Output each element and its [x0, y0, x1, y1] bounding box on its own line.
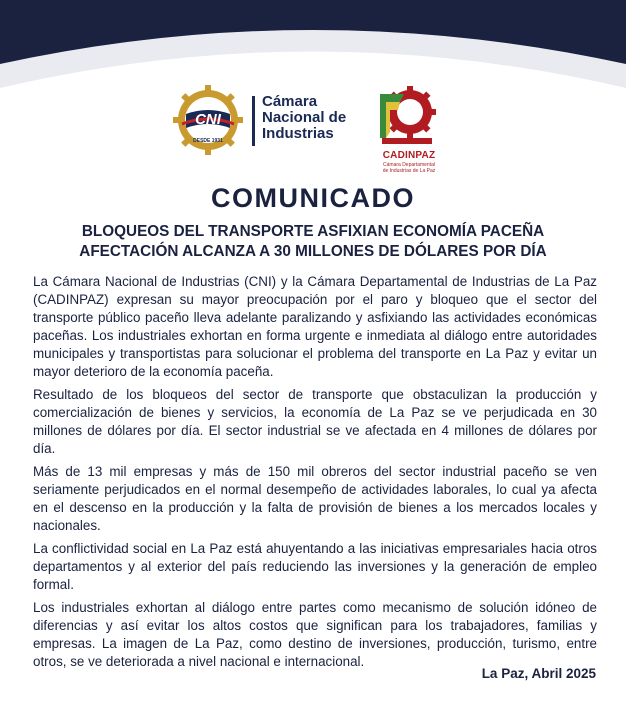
subtitle-line-1: BLOQUEOS DEL TRANSPORTE ASFIXIAN ECONOMÍA PACEÑA — [81, 223, 545, 240]
cni-name-line: Cámara — [262, 93, 318, 110]
cni-logo-text: CNI — [195, 111, 221, 128]
cadinpaz-subtitle-line: de Industrias de La Paz — [382, 168, 436, 174]
cadinpaz-subtitle-line: Cámara Departamental — [383, 162, 435, 168]
body-paragraph: La conflictividad social en La Paz está ahuyentando a las iniciativas empresariales hacia otros departamentos y al exterior del país reduciendo las inversiones y la generación de empleo formal. — [33, 541, 597, 592]
cni-divider — [252, 96, 255, 146]
document-title: COMUNICADO — [211, 183, 415, 213]
body-paragraph: Los industriales exhortan al diálogo entre partes como mecanismo de solución idóneo de diferencias y así evitar los altos costos que significan para los trabajadores, familias y empresas. La imagen de La Paz, como destino de inversiones, producción, turismo, entre otros, se ve deteriorada a nivel nacional e internacional. — [33, 600, 597, 669]
cni-gear-logo — [172, 84, 244, 156]
cni-name-line: Industrias — [262, 125, 334, 142]
cadinpaz-name: CADINPAZ — [382, 150, 436, 161]
cadinpaz-subtitle — [374, 162, 444, 174]
cni-logo-since: DESDE 1931 — [193, 138, 223, 144]
subtitle-line-2: AFECTACIÓN ALCANZA A 30 MILLONES DE DÓLARES POR DÍA — [79, 243, 547, 260]
cni-name-line: Nacional de — [262, 109, 347, 126]
cni-name — [262, 94, 346, 142]
signature-date: La Paz, Abril 2025 — [481, 666, 596, 681]
body-paragraph: Resultado de los bloqueos del sector de transporte que obstaculizan la producción y comercialización de bienes y servicios, la economía de La Paz se ve perjudicada en 30 millones de dólares por día. El sector industrial se ve afectada en 4 millones de dólares por día. — [33, 387, 597, 456]
logos-row — [0, 78, 626, 178]
body-paragraph: Más de 13 mil empresas y más de 150 mil obreros del sector industrial paceño se ven seriamente perjudicados en el normal desempeño de actividades laborales, lo cual ya afecta en el descenso en la producción y la falta de provisión de bienes a los mercados locales y nacionales. — [33, 464, 597, 533]
document-subtitle — [0, 222, 626, 262]
document-body — [33, 273, 597, 676]
body-paragraph: La Cámara Nacional de Industrias (CNI) y la Cámara Departamental de Industrias de La Paz (CADINPAZ) expresan su mayor preocupación por el paro y bloqueo que el sector del transporte público paceño lleva adelante paralizando y asfixiando las actividades económicas paceñas. Los industriales exhortan en forma urgente e inmediata al diálogo entre autoridades municipales y transportistas para solucionar el problema del transporte en La Paz y evitar un mayor deterioro de la economía paceña. — [33, 274, 597, 379]
